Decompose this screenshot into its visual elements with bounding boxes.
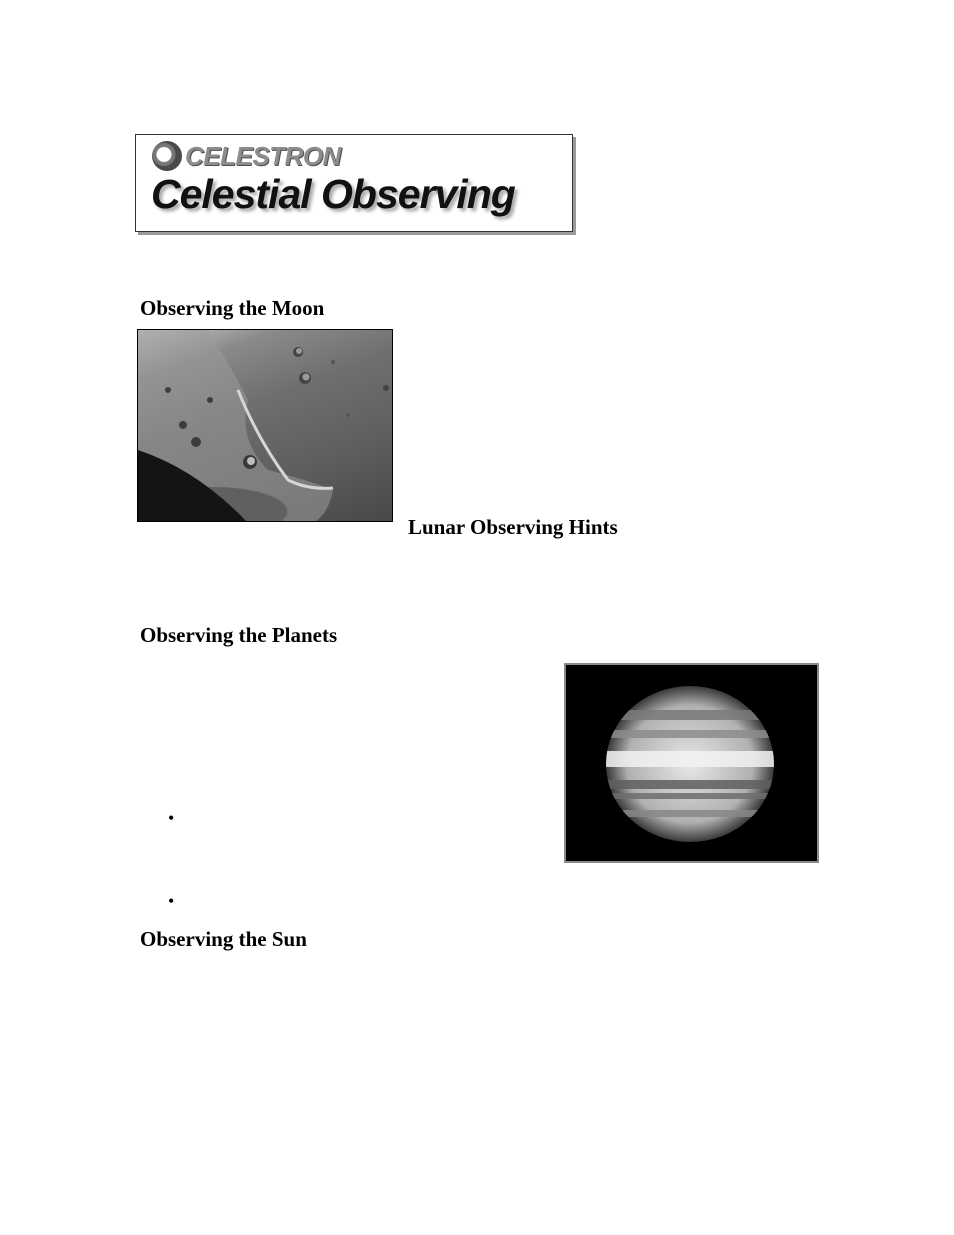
moon-surface-photo <box>137 329 393 522</box>
logo-brand-row <box>152 139 341 173</box>
celestron-swirl-icon <box>152 141 182 171</box>
heading-observing-moon: Observing the Moon <box>140 296 325 320</box>
list-bullet: • <box>168 891 175 911</box>
heading-lunar-observing-hints: Lunar Observing Hints <box>408 515 618 539</box>
document-title: Celestial Observing <box>151 171 515 217</box>
brand-name: CELESTRON <box>185 140 341 171</box>
heading-observing-sun: Observing the Sun <box>140 927 307 951</box>
heading-observing-planets: Observing the Planets <box>140 623 338 647</box>
moon-craters-graphic <box>138 330 393 522</box>
celestron-logo-banner <box>135 134 573 232</box>
list-bullet: • <box>168 808 175 828</box>
jupiter-graphic <box>566 665 817 861</box>
jupiter-photo <box>564 663 819 863</box>
